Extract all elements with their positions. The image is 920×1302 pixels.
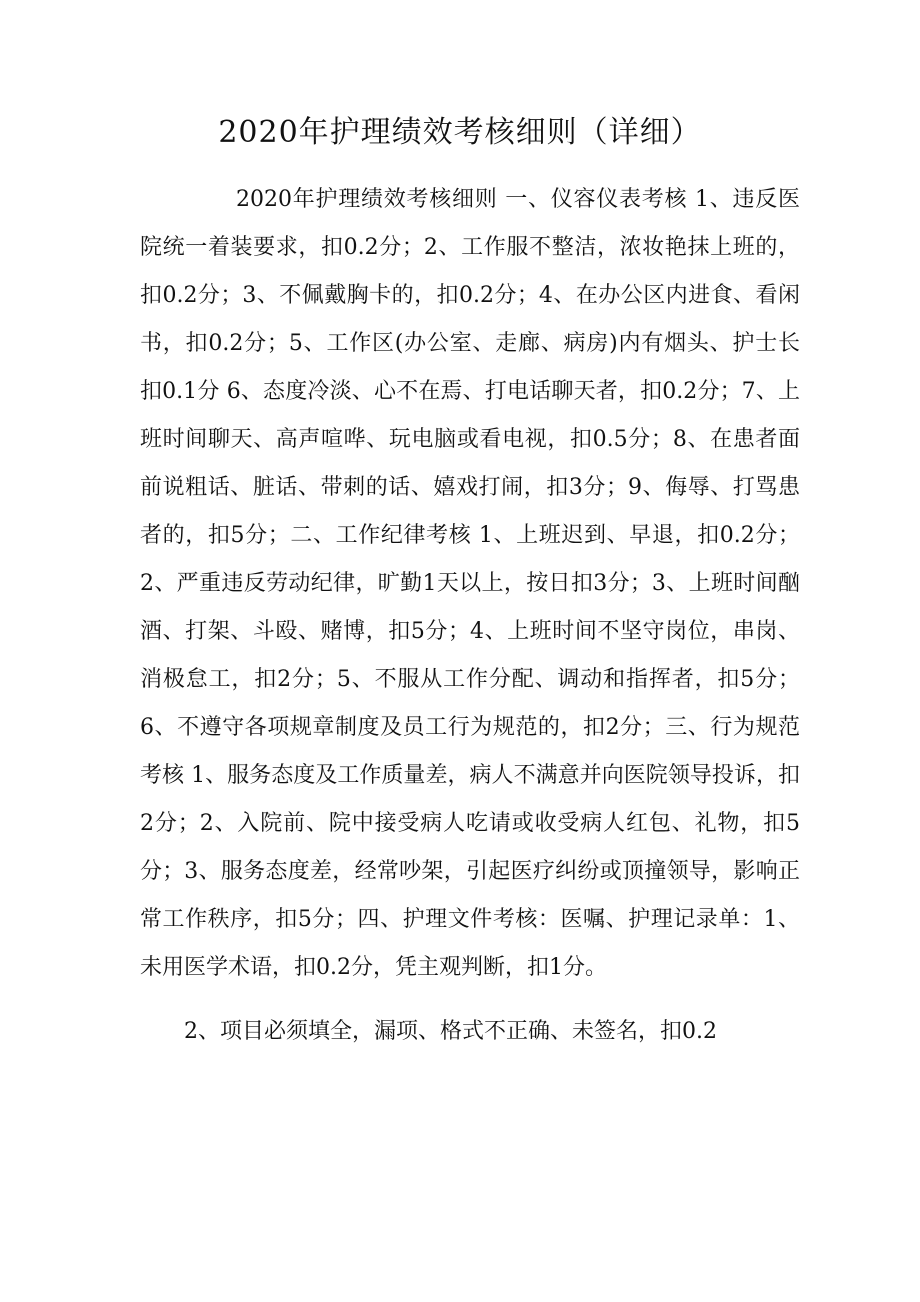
paragraph-2: 2、项目必须填全，漏项、格式不正确、未签名，扣0.2 — [184, 1019, 717, 1044]
document-body — [140, 176, 800, 1056]
paragraph-1: 2020年护理绩效考核细则 一、仪容仪表考核 1、违反医院统一着装要求，扣0.2分；2、工作服不整洁，浓妆艳抹上班的，扣0.2分；3、不佩戴胸卡的，扣0.2分；4、在办公区内进食、看闲书，扣0.2分；5、工作区(办公室、走廊、病房)内有烟头、护士长扣0.1分 6、态度冷淡、心不在焉、打电话聊天者，扣0.2分；7、上班时间聊天、高声喧哗、玩电脑或看电视，扣0.5分；8、在患者面前说粗话、脏话、带刺的话、嬉戏打闹，扣3分；9、侮辱、打骂患者的，扣5分；二、工作纪律考核 1、上班迟到、早退，扣0.2分；2、严重违反劳动纪律，旷勤1天以上，按日扣3分；3、上班时间酗酒、打架、斗殴、赌博，扣5分；4、上班时间不坚守岗位，串岗、消极怠工，扣2分；5、不服从工作分配、调动和指挥者，扣5分；6、不遵守各项规章制度及员工行为规范的，扣2分；三、行为规范考核 1、服务态度及工作质量差，病人不满意并向医院领导投诉，扣2分；2、入院前、院中接受病人吃请或收受病人红包、礼物，扣5分；3、服务态度差，经常吵架，引起医疗纠纷或顶撞领导，影响正常工作秩序，扣5分；四、护理文件考核：医嘱、护理记录单：1、未用医学术语，扣0.2分，凭主观判断，扣1分。 — [140, 187, 800, 980]
document-title: 2020年护理绩效考核细则（详细） — [218, 115, 702, 150]
